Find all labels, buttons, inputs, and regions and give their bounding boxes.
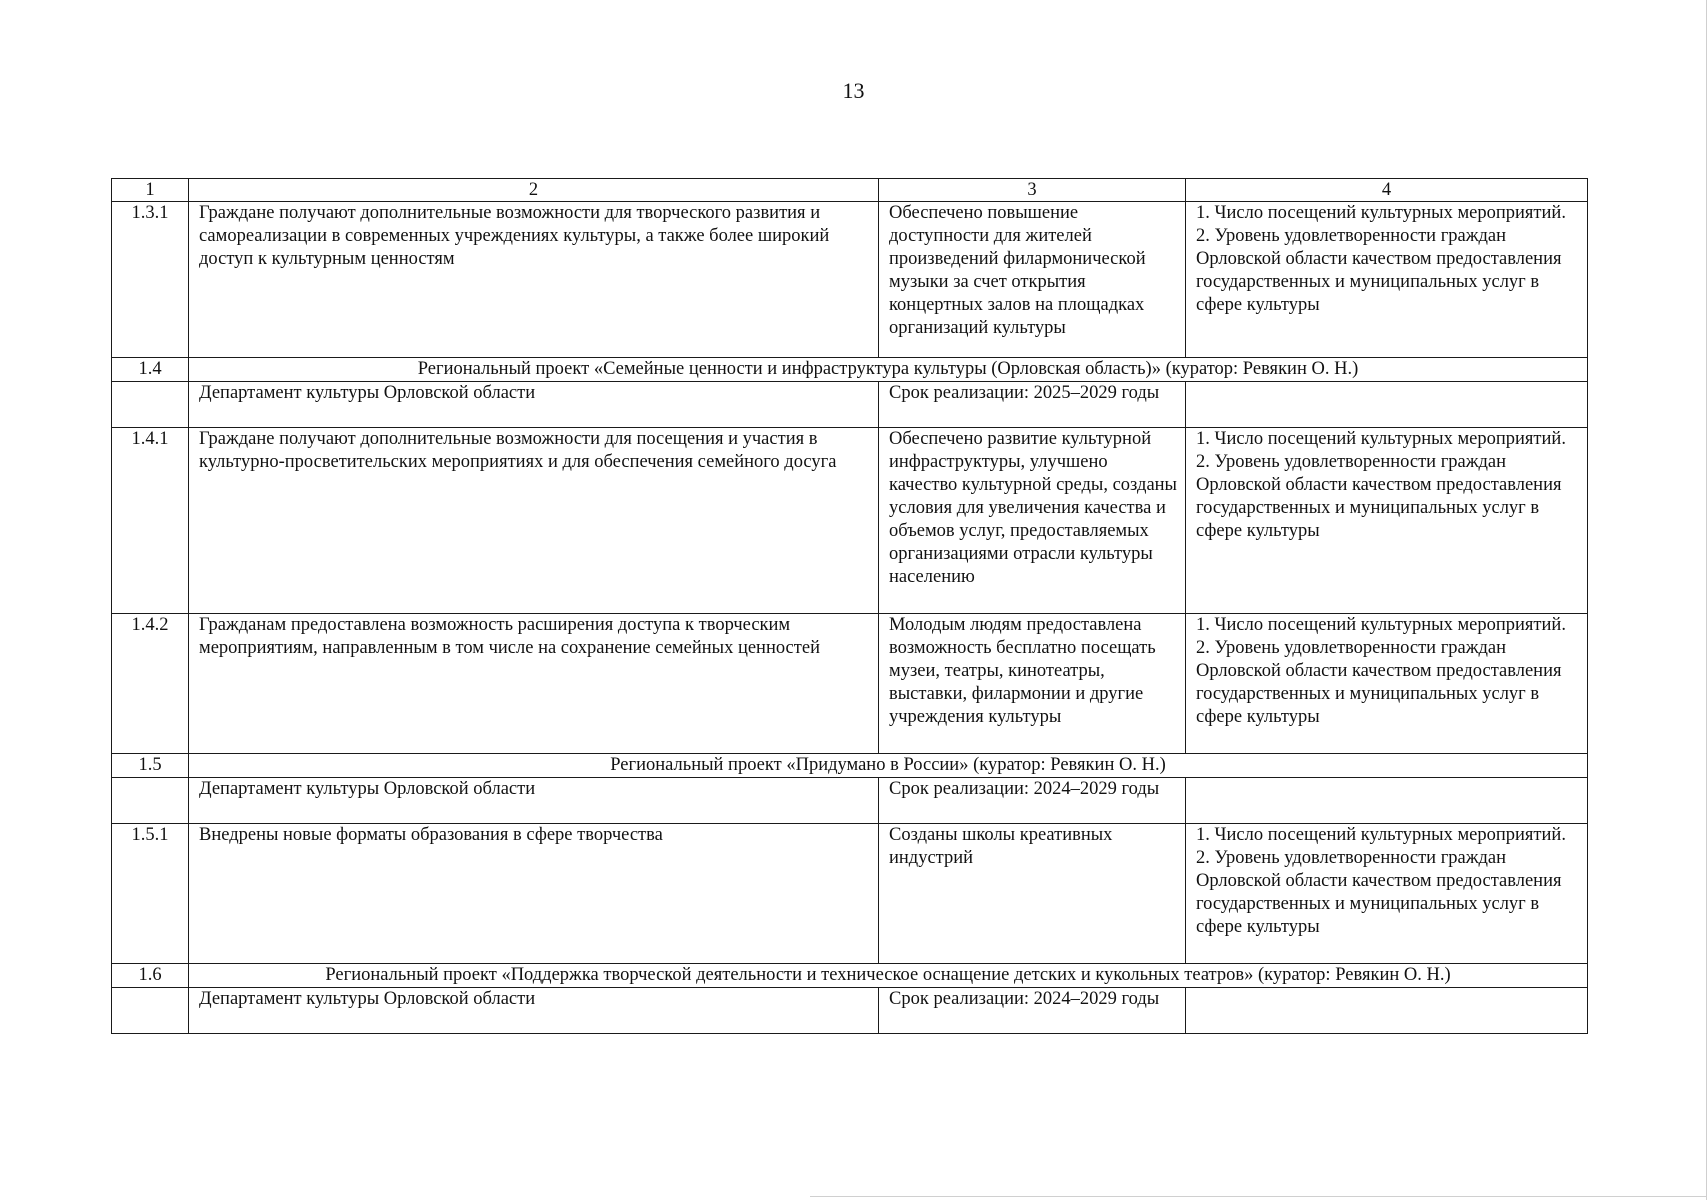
result-description: Внедрены новые форматы образования в сфере творчества xyxy=(189,824,879,964)
indicator-line: 1. Число посещений культурных мероприятий. xyxy=(1196,429,1566,449)
implementation-period: Срок реализации: 2024–2029 годы xyxy=(879,988,1186,1034)
project-row xyxy=(112,964,1588,988)
header-cell-4: 4 xyxy=(1186,179,1588,202)
project-title: Региональный проект «Семейные ценности и инфраструктура культуры (Орловская область)» (куратор: Ревякин О. Н.) xyxy=(189,358,1588,382)
project-row xyxy=(112,358,1588,382)
row-number xyxy=(112,382,189,428)
row-number: 1.5 xyxy=(112,754,189,778)
indicator-line: 1. Число посещений культурных мероприятий. xyxy=(1196,203,1566,223)
header-cell-1: 1 xyxy=(112,179,189,202)
indicators xyxy=(1186,614,1588,754)
table-row xyxy=(112,988,1588,1034)
scan-edge xyxy=(810,1196,1707,1197)
indicator-line: 2. Уровень удовлетворенности граждан Орловской области качеством предоставления государственных и муниципальных услуг в сфере культуры xyxy=(1196,452,1562,541)
row-number xyxy=(112,778,189,824)
indicators xyxy=(1186,202,1588,358)
indicator-line: 1. Число посещений культурных мероприятий. xyxy=(1196,825,1566,845)
indicators xyxy=(1186,382,1588,428)
row-number: 1.6 xyxy=(112,964,189,988)
implementation-period: Срок реализации: 2025–2029 годы xyxy=(879,382,1186,428)
indicator-line: 2. Уровень удовлетворенности граждан Орловской области качеством предоставления государственных и муниципальных услуг в сфере культуры xyxy=(1196,226,1562,315)
table-body xyxy=(112,179,1588,1034)
project-row xyxy=(112,754,1588,778)
row-number: 1.4.2 xyxy=(112,614,189,754)
project-title: Региональный проект «Придумано в России» (куратор: Ревякин О. Н.) xyxy=(189,754,1588,778)
table-row xyxy=(112,824,1588,964)
result-characteristic: Созданы школы креативных индустрий xyxy=(879,824,1186,964)
row-number: 1.5.1 xyxy=(112,824,189,964)
row-number: 1.4 xyxy=(112,358,189,382)
result-characteristic: Обеспечено развитие культурной инфраструктуры, улучшено качество культурной среды, созданы условия для увеличения качества и объемов услуг, предоставляемых организациями отрасли культуры населению xyxy=(879,428,1186,614)
page-number: 13 xyxy=(842,78,865,103)
header-cell-2: 2 xyxy=(189,179,879,202)
table-header-row xyxy=(112,179,1588,202)
responsible-department: Департамент культуры Орловской области xyxy=(189,988,879,1034)
result-description: Гражданам предоставлена возможность расширения доступа к творческим мероприятиям, направленным в том числе на сохранение семейных ценностей xyxy=(189,614,879,754)
responsible-department: Департамент культуры Орловской области xyxy=(189,382,879,428)
row-number xyxy=(112,988,189,1034)
header-cell-3: 3 xyxy=(879,179,1186,202)
result-description: Граждане получают дополнительные возможности для творческого развития и самореализации в современных учреждениях культуры, а также более широкий доступ к культурным ценностям xyxy=(189,202,879,358)
document-table xyxy=(111,178,1588,1034)
result-description: Граждане получают дополнительные возможности для посещения и участия в культурно-просветительских мероприятиях и для обеспечения семейного досуга xyxy=(189,428,879,614)
responsible-department: Департамент культуры Орловской области xyxy=(189,778,879,824)
table-row xyxy=(112,382,1588,428)
row-number: 1.4.1 xyxy=(112,428,189,614)
project-title: Региональный проект «Поддержка творческой деятельности и техническое оснащение детских и кукольных театров» (куратор: Ревякин О. Н.) xyxy=(189,964,1588,988)
indicator-line: 2. Уровень удовлетворенности граждан Орловской области качеством предоставления государственных и муниципальных услуг в сфере культуры xyxy=(1196,848,1562,937)
result-characteristic: Молодым людям предоставлена возможность бесплатно посещать музеи, театры, кинотеатры, выставки, филармонии и другие учреждения культуры xyxy=(879,614,1186,754)
indicator-line: 1. Число посещений культурных мероприятий. xyxy=(1196,615,1566,635)
table-row xyxy=(112,778,1588,824)
indicators xyxy=(1186,988,1588,1034)
table-row xyxy=(112,202,1588,358)
result-characteristic: Обеспечено повышение доступности для жителей произведений филармонической музыки за счет открытия концертных залов на площадках организаций культуры xyxy=(879,202,1186,358)
indicator-line: 2. Уровень удовлетворенности граждан Орловской области качеством предоставления государственных и муниципальных услуг в сфере культуры xyxy=(1196,638,1562,727)
table-row xyxy=(112,614,1588,754)
row-number: 1.3.1 xyxy=(112,202,189,358)
implementation-period: Срок реализации: 2024–2029 годы xyxy=(879,778,1186,824)
table-row xyxy=(112,428,1588,614)
indicators xyxy=(1186,778,1588,824)
indicators xyxy=(1186,824,1588,964)
indicators xyxy=(1186,428,1588,614)
